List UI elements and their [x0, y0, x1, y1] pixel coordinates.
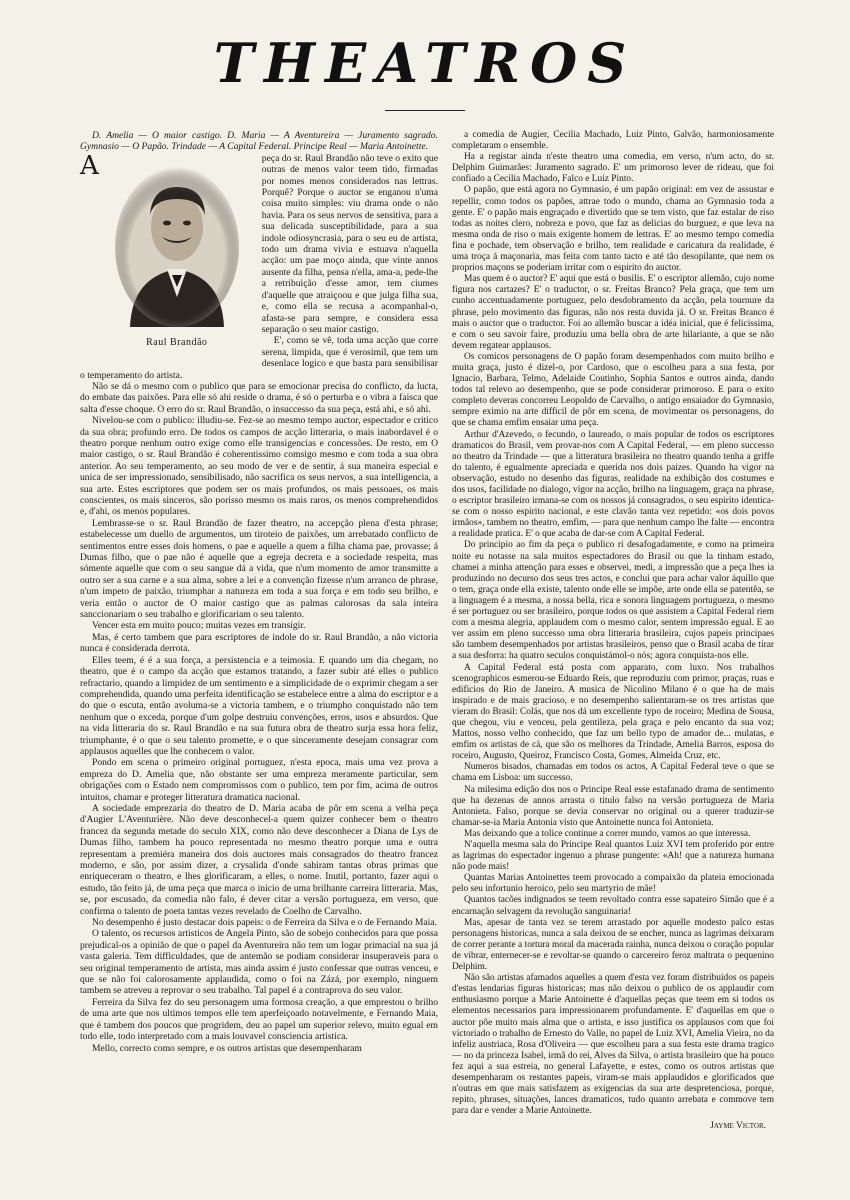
left-paragraphs: [80, 335, 438, 1054]
article-paragraph: Os comicos personagens de O papão foram desempenhados com muito brilho e muita graça, justo é dizel-o, por Cardoso, que o escolheu para a sua festa, por Ignacio, Barbara, Telmo, Adelaide Coutinho, Sophia Santos e outros ainda, dando todos tal relevo ao desempenho, que se pode considerar primoroso. E para o exito completo deveras concorreu Leopoldo de Carvalho, o antigo ensaiador do Gymnasio, sempre eximio na arte difficil de pôr em scena, de movimentar os personagens, do que se chama emfim ensaiar uma peça.: [452, 351, 774, 429]
article-paragraph: O talento, os recursos artisticos de Angela Pinto, são de sobejo conhecidos para que possa prejudical-os a opinião de que o papel da Aventureira não tem um logar primacial na sua já vasta galeria. Tem difficuldades, que de antemão se podiam considerar insuperaveis para o seu original temperamento de artista, mas ainda assim é justo confessar que outras venceu, e que se não foi calorosamente applaudida, como o foi na Zázá, por exemplo, ninguem tambem se atreveu a reprovar o seu trabalho. Tal papel é a contraprova do seu valor.: [80, 928, 438, 997]
article-paragraph: Elles teem, é é a sua força, a persistencia e a teimosia. E quando um dia chegam, no theatro, que é o campo da acção que estamos tratando, a fazer subir até elles o publico refractario, quando a limpidez de um sentimento e a simplicidade de o exprimir chegam a ser comprehendida, quando uma perfeita identificação se estabelece entre a alma do escriptor e a do que o escuta, então avoluma-se a victoria tambem, e o triumpho conquistado não tem nenhum que o exceda, porque d'um golpe destruiu convenções, erros, usos e absurdos. Que na vida litteraria do sr. Raul Brandão e na sua futura obra de theatro surja essa hora feliz, triumphante, é o que o seu talento promette, e o que sinceramente desejam consagrar com applausos aquelles que lhe conhecem o valor.: [80, 654, 438, 757]
article-paragraph: Na milesima edição dos nos o Principe Real esse estafanado drama de sentimento que ha dezenas de annos arrasta o titulo falso na versão portugueza de Maria Antonieta. Falso, porque se devia conservar no original ou a querer traduzir-se chamar-se-ia Maria Antonia visto que Antoinette nunca foi Antonieta.: [452, 784, 774, 828]
article-paragraph: Mas deixando que a tolice continue a correr mundo, vamos ao que interessa.: [464, 828, 751, 839]
article-paragraph: Não são artistas afamados aquelles a quem d'esta vez foram distribuidos os papeis d'estas lendarias figuras historicas; mas não deixou o publico de os applaudir com enthusiasmo porque a Marie Antoinette é d'aquellas peças que teem em si todos os elementos necessarios para impressionarem profundamente. E' d'aquellas em que o auctor pôe muito mais alma que o artista, e isso justifica os applausos com que foi victoriado o trabalho de Ernesto do Valle, no papel de Luiz XVI, Amelia Vieira, no da infeliz austriaca, Rosa d'Oliveira — que escolheu para a sua festa este drama tragico — no da princeza Isabel, irmã do rei, Alves da Silva, o artista brasileiro que ha pouco fez aqui a sua estreia, no general Lafayette, e estes, como os outros artistas que desempenharam os restantes papeis, viram-se mais applaudidos e glorificados que n'outras em que mais satisfazem as exigencias da sua arte despretenciosa, porque, repito, phrases, situações, lances dramaticos, tudo quanto arrebata e commove tem para dar e vender a Marie Antoinette.: [452, 973, 774, 1117]
summary-line: D. Amelia — O maior castigo. D. Maria — A Aventureira — Juramento sagrado. Gymnasio — O Papão. Trindade — A Capital Federal. Principe Real — Maria Antoinette.: [80, 130, 438, 153]
author-signature: Jayme Victor.: [710, 1121, 766, 1132]
portrait-caption: Raul Brandão: [146, 336, 208, 348]
article-paragraph: Lembrasse-se o sr. Raul Brandão de fazer theatro, na accepção plena d'esta phrase; estabelecesse um duello de argumentos, um tiroteio de paixões, um arrebatado conflicto de sentimentos entre esses dois homens, o pae e aquelle a quem a filha chama pae, provasse; á Dumas filho, que o pae não é aquelle que a egreja decreta e a sociedade respeita, mas sómente aquelle que com o seu sangue dá a vida, que n'um momento de amor transmitte a outro ser a sua carne e a sua alma, sobre a lei e a convenção fizesse n'um arranco de phrase, n'um impeto de paixão, triumphar a natureza em toda a sua força e em todo seu brilho, e veria então o auctor de O maior castigo que as palmas calorosas da sala inteira sanccionariam o seu trabalho e glorificariam o seu talento.: [80, 517, 438, 621]
right-column: [452, 130, 774, 1132]
article-paragraph: Do principio ao fim da peça o publico ri desafogadamente, e como na primeira noite eu notasse na sala muitos espectadores do Brasil ou que la tinham estado, chamei a minha attenção para esses e observei, medi, a impressão que a peça lhes ia produzindo no decurso dos seus tres actos, e conclui que para achar valor áquillo que o tem, graça onde ella existe, talento onde elle se impõe, arte onde ella se patentêa, se a linguagem é a mesma, a nossa bella, rica e sonora linguagem portugueza, o mesmo é ser portuguez ou ser brasileiro, porque todos os que assistem a Capital Federal riem com a mesma alegria, applaudem com o mesmo calor, sentem impressão egual. E ao ver assim em pleno successo uma obra litteraria brasileira, cujos papeis principaes são tambem desempenhados por artistas brasileiros, penso que o Brasil acaba de tirar a sua desforra: ha quatro seculos conquistámol-o nós; agora conquista-nos elle.: [452, 540, 774, 662]
article-paragraph: Mello, correcto como sempre, e os outros artistas que desempenharam: [92, 1042, 362, 1054]
article-paragraph: A sociedade emprezaria do theatro de D. Maria acaba de pôr em scena a velha peça d'Augier L'Aventurière. Não deve desconhecel-a quem quizer conhecer bem o theatro francez da segunda metade do seculo XIX, como não deve desconhecer a Diana de Lys de Dumas filho, tambem ha pouco representada no mesmo theatro porque uma e outra representam a premiéra maneira dos dois auctores mais consagrados do theatro francez moderno, e são, por assim dizer, a crysalida d'onde sahiram tantas obras primas que enriqueceram o theatro, e lhes glorificaram, a elles, o nome. Inutil, portanto, fazer aqui o estudo, tão feito já, de uma peça que marca o inicio de uma brilhante carreira litteraria. Mas, se, por escusado, da comedia não falo, é dever citar a versão portugueza, em verso, que confirma o talento de poeta tantas vezes revelado de Coelho de Carvalho.: [80, 802, 438, 917]
article-paragraph: Não se dá o mesmo com o publico que para se emocionar precisa do conflicto, da lucta, do embate das paixões. Para elle só ahi reside o drama, é só o perturba e o vibra a faisca que salta d'esse choque. O erro do sr. Raul Brandão, o insuccesso da sua peça, está ahi, e só ahi.: [80, 380, 438, 415]
section-title: THEATROS: [213, 31, 637, 95]
article-paragraph: Nivelou-se com o publico: illudiu-se. Fez-se ao mesmo tempo auctor, espectador e critico da sua obra; profundo erro. De todos os campos de acção litteraria, o mais inabordavel é o theatro porque nenhum outro exige como elle transigencias e concessões. De resto, em O maior castigo, o sr. Raul Brandão é coherentissimo comsigo mesmo e com toda a sua obra anterior. Ao seu temperamento, ao seu modo de ver e de sentir, á sua maneira especial e unica de ser impressionado, sensibilisado, não sacrifica os seus nervos, a sua intelligencia, a sua arte. Estes escriptores que podem ser os mais profundos, os mais pessoaes, os mais conscientes, os mais sinceros, são porisso mesmo os mais raros, os menos comprehendidos e, d'ahi, os menos populares.: [80, 415, 438, 518]
article-paragraph: Mas, é certo tambem que para escriptores de indole do sr. Raul Brandão, a não victoria nunca é considerada derrota.: [80, 631, 438, 655]
article-paragraph: Ha a registar ainda n'este theatro uma comedia, em verso, n'um acto, do sr. Delphim Guimarães: Juramento sagrado. E' um primoroso lever de rideau, que foi confiado a Cecilia Machado, Falco e Luiz Pinto.: [452, 152, 774, 185]
article-paragraph: a comedia de Augier, Cecilia Machado, Luiz Pinto, Galvão, harmoniosamente completaram o ensemble.: [452, 130, 774, 152]
article-paragraph: E', como se vê, toda uma acção que corre serena, limpida, que é verosimil, que tem um desenlace logico e que basta para sensibilisar o temperamento do artista.: [80, 335, 438, 381]
article-paragraph: Quantas Marias Antoinettes teem provocado a compaixão da plateia emocionada pelo seu infortunio heroico, pelo seu martyrio de mãe!: [452, 873, 774, 895]
article-paragraph: No desempenho é justo destacar dois papeis: o de Ferreira da Silva e o de Fernando Maia.: [92, 917, 438, 929]
article-paragraph: Vencer esta em muito pouco; muitas vezes em transigir.: [92, 620, 306, 632]
article-paragraph: Mas, apesar de tanta vez se terem arrastado por aquelle modesto palco estas personagens historicas, nunca a sala deixou de se encher, nunca as lagrimas deixaram de correr perante a tortura moral da macerada rainha, nunca deixou o coração popular de vibrar, enternecer-se e revoltar-se quando o carcereiro feroz maltrata o pequenino Delphim.: [452, 917, 774, 973]
lead-text: peça do sr. Raul Brandão não teve o exito que outras de menos valor teem tido, firmadas por nomes menos considerados nas lettras. Porquê? Porque o auctor se enganou n'uma coisa muito simples: viu drama onde o não havia. Para os seus nervos de sensitiva, para a sua delicada susceptibilidade, para a sua indole odiosyncrasia, para o seu eu de artista, todo um drama vivia e estuava n'aquella acção: um pae moço ainda, que vinte annos ausente da filha, pensa n'ella, ama-a, pede-lhe a retribuição d'esse amor, tem ciumes d'aquelle que atraiçoou e que julga filha sua, e, como ella se recusa a acompanhal-o, afasta-se para sempre, e considera essa separação o seu maior castigo.: [261, 152, 438, 335]
article-paragraph: Numeros bisados, chamadas em todos os actos, A Capital Federal teve o que se chama em Lisboa: um successo.: [452, 762, 774, 784]
article-paragraph: N'aquella mesma sala do Principe Real quantos Luiz XVI tem proferido por entre as lagrimas do espectador ingenuo a phrase pungente: «Ah! que a natureza humana não pode mais!: [452, 840, 774, 873]
left-column: [80, 130, 438, 1054]
article-paragraph: Pondo em scena o primeiro original portuguez, n'esta epoca, mais uma vez prova a empreza do D. Amelia que, não obstante ser uma empreza meramente particular, sem obrigações com o Estado nem compromissos com o publico, tem por fim, acima de outros intuitos, chamar e proteger litteratura dramatica nacional.: [80, 757, 438, 803]
title-rule: [385, 110, 465, 111]
article-paragraph: Quantos tacões indignados se teem revoltado contra esse sapateiro Simão que é a encarnação selvagem da revolução sanguinaria!: [452, 895, 774, 917]
article-paragraph: Mas quem é o auctor? E' aqui que está o busilis. E' o escriptor allemão, cujo nome figura nos cartazes? E' o traductor, o sr. Freitas Branco? Pela graça, que tem um cunho accentuadamente portuguez, pelo desdobramento da acção, pela tournure da phrase, pelo movimento das figuras, não nos resta duvida já. O sr. Freitas Branco é mais o auctor que o traductor. Foi ao allemão buscar a idéa inicial, que é felicissima, e com o seu savoir faire, produziu uma bella obra de arte hilariante, a que se não devem regatear applausos.: [452, 274, 774, 351]
article-paragraph: O papão, que está agora no Gymnasio, é um papão original: em vez de assustar e repellir, como todos os papões, attrae todo o mundo, chama ao Gymnasio toda a gente. E' o papão mais engraçado e divertido que se tem visto, que faz estalar de riso todas as noites clero, nobreza e povo, que faz as delicias do burguez, e que leva na mesma onda de riso o mais exigente homem de lettras. E' ao mesmo tempo comedia fina e pochade, tem observação e brilho, tem realidade e caricatura da realidade, é uma troça á maçonaria, mas feita com tanto tacto e até tão desopilante, que nem os proprios maçons se poderiam irritar com o espirito do auctor.: [452, 185, 774, 274]
portrait-figure: [102, 157, 252, 362]
article-paragraph: A Capital Federal está posta com apparato, com luxo. Nos trabalhos scenographicos esmerou-se Eduardo Reis, que reproduziu com primor, praças, ruas e edificios do Rio de Janeiro. A musica de Nicolino Milano é o que ha de mais inspirado e de mais gracioso, e no desempenho salientaram-se os tres artistas que vieram do Brasil: Colás, que nos dá um excellente typo de roceiro; Medina de Sousa, que chegou, viu e venceu, pela gentileza, pela graça e pelo encanto da sua voz; Mattos, nosso velho conhecido, que faz um bello typo de amador de... mulatas, e emfim os artistas de cá, que são os melhores da Trindade, Amelia Barros, esposa do roceiro, Augusto, Queiroz, Francisco Costa, Gomes, Almeida Cruz, etc.: [452, 662, 774, 762]
right-paragraphs: [452, 130, 774, 1117]
drop-cap: A: [80, 150, 99, 181]
portrait-photo: [112, 157, 242, 327]
article-paragraph: Ferreira da Silva fez do seu personagem uma formosa creação, a que emprestou o brilho de uma arte que nos ultimos tempos elle tem aperfeiçoado notavelmente, e Fernando Maia, que é tambem dos poucos que progridem, deu ao papel um superior relevo, muito egual em todo elle, todo interpretado com a mais louvavel consciencia artistica.: [80, 996, 438, 1043]
article-paragraph: Arthur d'Azevedo, o fecundo, o laureado, o mais popular de todos os escriptores dramaticos do Brasil, vem provar-nos com A Capital Federal, — em pleno successo no theatro da Trindade — que a litteratura brasileira no theatro quando tenha a griffe do talento, é egualmente apreciada e querida nos dois paizes. Quando ha vigor na observação, estudo no desenho das figuras, realidade na exhibição dos costumes e dos usos, facilidade no dialogo, vigor na acção, brilho na linguagem, graça na phrase, o escriptor brasileiro irmana-se com os nossos já consagrados, o seu espirito identica-se com o nosso espirito nacional, e este clavão tanta vez repetido: «os dois povos irmãos», tambem no theatro, emfim, — para que nenhum campo lhe falte — encontra a realidade pratica. E' o que acaba de dar-se com A Capital Federal.: [452, 429, 774, 540]
lead-paragraph: [80, 150, 438, 348]
